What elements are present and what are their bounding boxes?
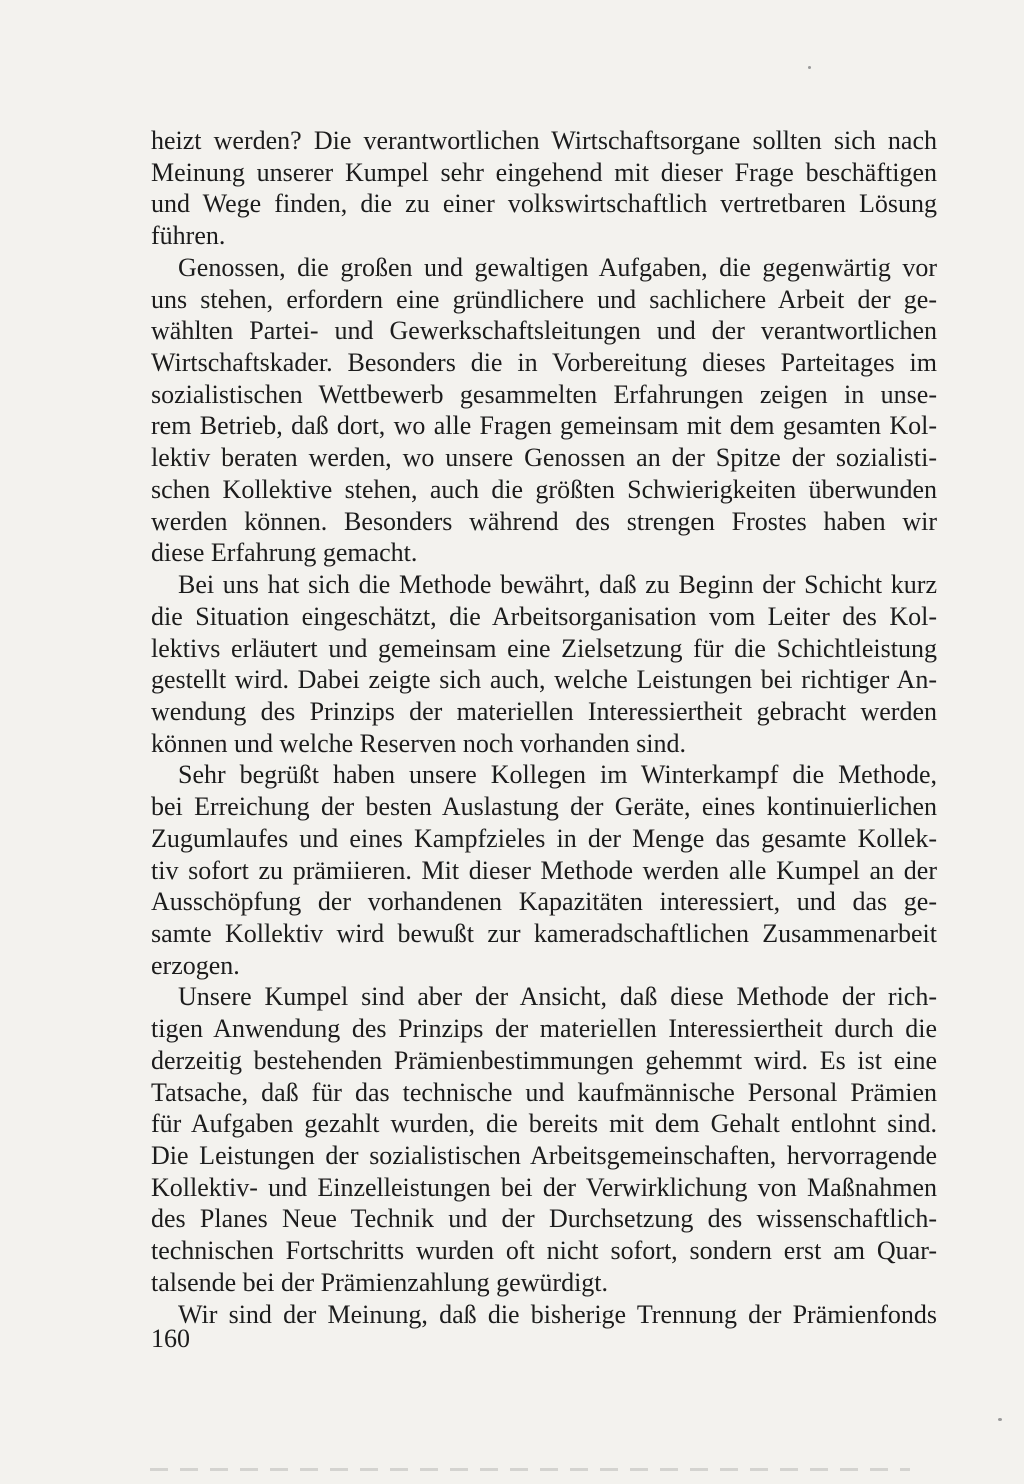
text-line: heizt werden? Die verantwortlichen Wirtschaftsorgane sollten sich nach xyxy=(151,126,937,155)
text-line: wählten Partei- und Gewerkschaftsleitungen und der verantwortlichen xyxy=(151,316,937,346)
text-line: Sehr begrüßt haben unsere Kollegen im Winterkampf die Methode, xyxy=(178,760,937,790)
text-line: und Wege finden, die zu einer volkswirtschaftlich vertretbaren Lösung xyxy=(151,189,937,219)
text-line: tigen Anwendung des Prinzips der materiellen Interessiertheit durch die xyxy=(151,1014,937,1044)
text-line: lektivs erläutert und gemeinsam eine Zielsetzung für die Schichtleistung xyxy=(151,633,937,663)
text-line: sozialistischen Wettbewerb gesammelten Erfahrungen zeigen in unse- xyxy=(151,379,937,409)
page-number: 160 xyxy=(151,1324,190,1353)
text-line: Kollektiv- und Einzelleistungen bei der Verwirklichung von Maßnahmen xyxy=(151,1172,937,1202)
text-line: Zugumlaufes und eines Kampfzieles in der Menge das gesamte Kollek- xyxy=(151,823,937,853)
body-text xyxy=(151,125,937,1330)
text-line: Wirtschaftskader. Besonders die in Vorbereitung dieses Parteitages im xyxy=(151,348,937,378)
text-line: wendung des Prinzips der materiellen Interessiertheit gebracht werden xyxy=(151,696,937,726)
text-line: gestellt wird. Dabei zeigte sich auch, welche Leistungen bei richtiger An- xyxy=(151,665,937,695)
text-line: Die Leistungen der sozialistischen Arbeitsgemeinschaften, hervorragende xyxy=(151,1141,937,1170)
text-line: für Aufgaben gezahlt wurden, die bereits mit dem Gehalt entlohnt sind. xyxy=(151,1109,937,1139)
text-line: die Situation eingeschätzt, die Arbeitsorganisation vom Leiter des Kol- xyxy=(151,601,937,631)
text-line: Genossen, die großen und gewaltigen Aufgaben, die gegenwärtig vor xyxy=(178,252,937,282)
text-line: rem Betrieb, daß dort, wo alle Fragen gemeinsam mit dem gesamten Kol- xyxy=(151,411,937,441)
text-line: tiv sofort zu prämiieren. Mit dieser Methode werden alle Kumpel an der xyxy=(151,855,937,885)
text-line: uns stehen, erfordern eine gründlichere und sachlichere Arbeit der ge- xyxy=(151,284,937,314)
text-line: Wir sind der Meinung, daß die bisherige Trennung der Prämienfonds xyxy=(178,1299,937,1329)
scan-speck xyxy=(808,66,811,69)
text-line: technischen Fortschritts wurden oft nicht sofort, sondern erst am Quar- xyxy=(151,1236,937,1266)
scan-bleed-through xyxy=(150,1468,910,1471)
text-line: Tatsache, daß für das technische und kaufmännische Personal Prämien xyxy=(151,1077,937,1107)
text-line: lektiv beraten werden, wo unsere Genossen an der Spitze der sozialisti- xyxy=(151,443,937,473)
text-line: werden können. Besonders während des strengen Frostes haben wir xyxy=(151,506,937,536)
text-line: Meinung unserer Kumpel sehr eingehend mit dieser Frage beschäftigen xyxy=(151,157,937,187)
text-line: diese Erfahrung gemacht. xyxy=(151,538,418,568)
text-line: bei Erreichung der besten Auslastung der Geräte, eines kontinuierlichen xyxy=(151,792,937,822)
text-line: samte Kollektiv wird bewußt zur kameradschaftlichen Zusammenarbeit xyxy=(151,918,937,948)
text-line: Unsere Kumpel sind aber der Ansicht, daß diese Methode der rich- xyxy=(178,982,937,1012)
text-line: können und welche Reserven noch vorhanden sind. xyxy=(151,728,687,758)
text-line: des Planes Neue Technik und der Durchsetzung des wissenschaftlich- xyxy=(151,1204,937,1234)
text-line: schen Kollektive stehen, auch die größten Schwierigkeiten überwunden xyxy=(151,474,937,504)
scan-speck xyxy=(998,1418,1002,1421)
text-line: erzogen. xyxy=(151,950,240,980)
text-line: Bei uns hat sich die Methode bewährt, daß zu Beginn der Schicht kurz xyxy=(178,570,937,600)
text-line: Ausschöpfung der vorhandenen Kapazitäten interessiert, und das ge- xyxy=(151,887,937,917)
text-line: führen. xyxy=(151,221,226,251)
text-line: derzeitig bestehenden Prämienbestimmungen gehemmt wird. Es ist eine xyxy=(151,1045,937,1075)
text-line: talsende bei der Prämienzahlung gewürdigt. xyxy=(151,1267,609,1297)
